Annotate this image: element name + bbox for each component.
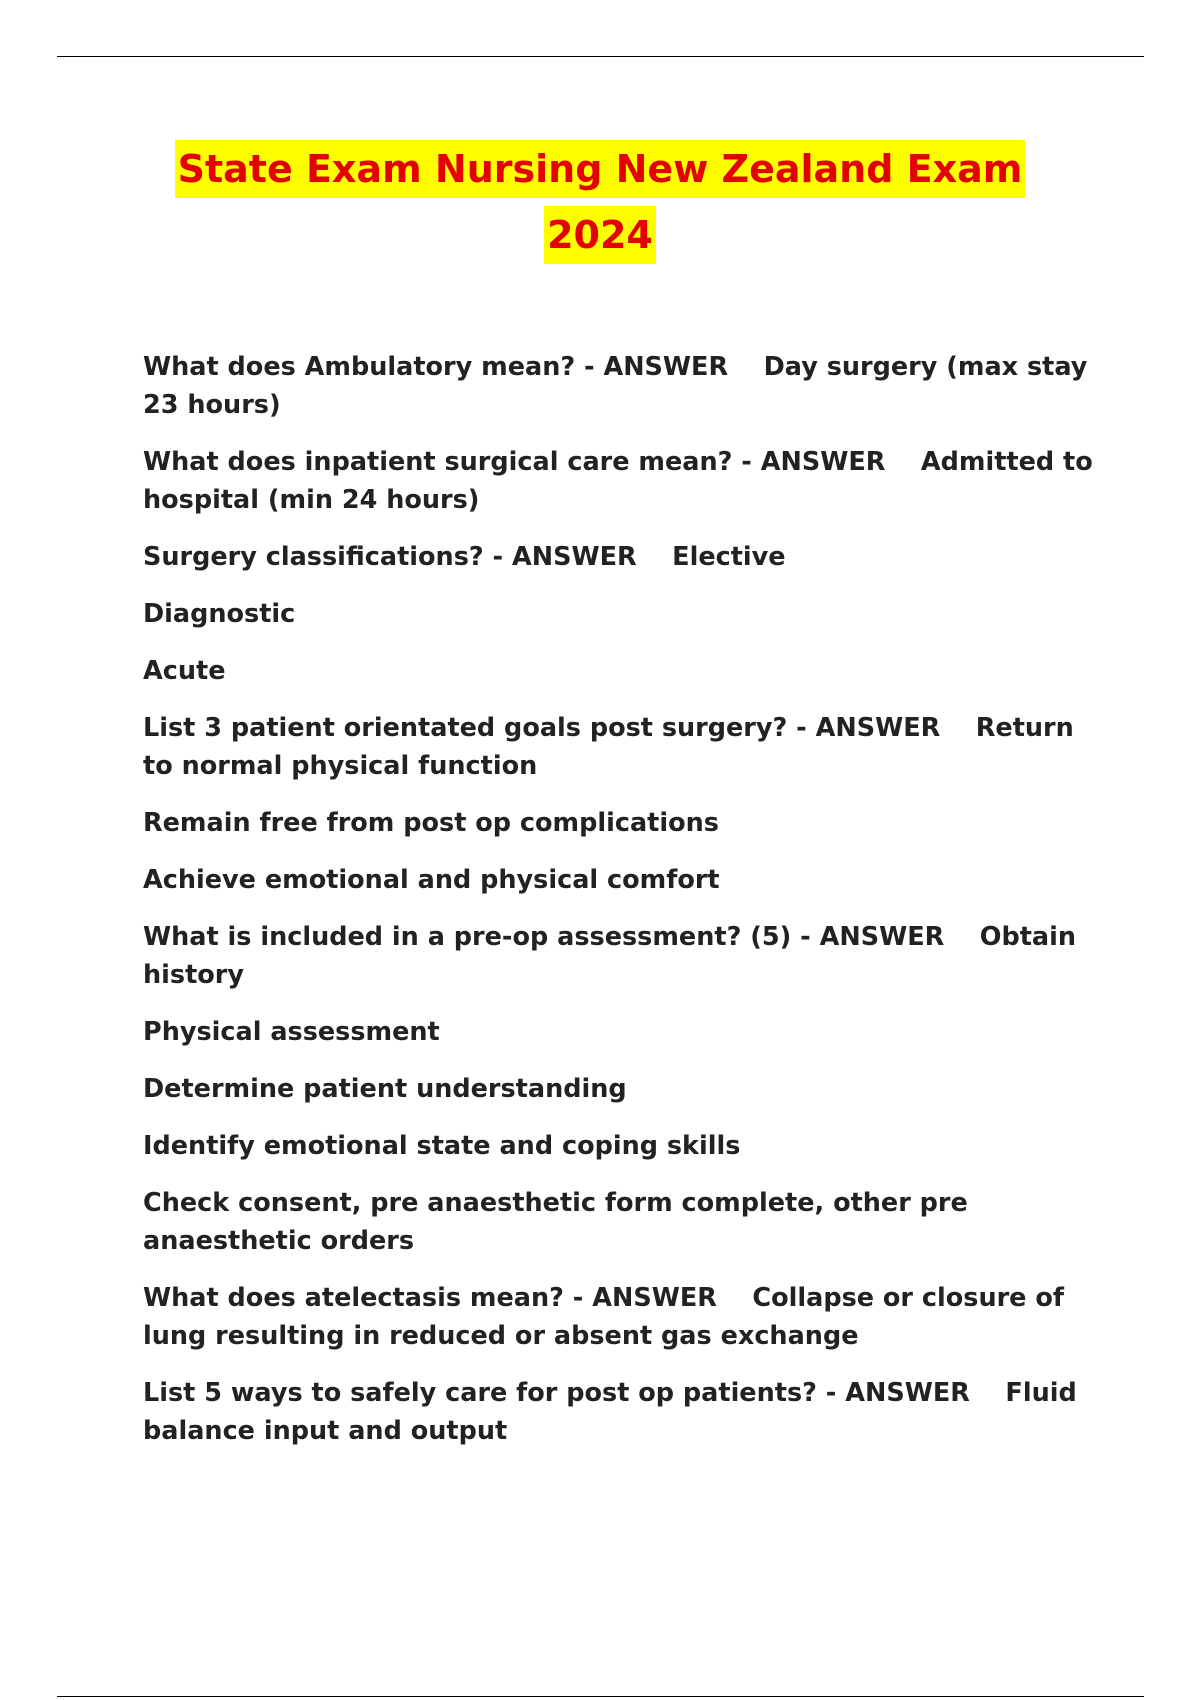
- answer-text: Elective: [672, 542, 786, 572]
- answer-line: [143, 1184, 1103, 1260]
- answer-line: [143, 1070, 1103, 1108]
- answer-text: Day surgery (max stay 23 hours): [143, 352, 1088, 420]
- header-rule: [57, 56, 1144, 57]
- question-text: List 3 patient orientated goals post surgery? - ANSWER: [143, 713, 941, 743]
- question-text: What does inpatient surgical care mean? - ANSWER: [143, 447, 886, 477]
- answer-text: Diagnostic: [143, 599, 296, 629]
- answer-text: Obtain history: [143, 922, 1077, 990]
- footer-rule: [57, 1696, 1144, 1697]
- qa-entry: [143, 1374, 1103, 1450]
- title-line-1: State Exam Nursing New Zealand Exam: [175, 140, 1026, 198]
- question-text: Surgery classifications? - ANSWER: [143, 542, 637, 572]
- answer-line: [143, 1127, 1103, 1165]
- question-text: List 5 ways to safely care for post op patients? - ANSWER: [143, 1378, 970, 1408]
- answer-text: Determine patient understanding: [143, 1074, 627, 1104]
- answer-text: Check consent, pre anaesthetic form complete, other pre anaesthetic orders: [143, 1188, 968, 1256]
- question-text: What does Ambulatory mean? - ANSWER: [143, 352, 729, 382]
- answer-text: Collapse or closure of lung resulting in reduced or absent gas exchange: [143, 1283, 1064, 1351]
- qa-entry: [143, 709, 1103, 785]
- answer-text: Identify emotional state and coping skills: [143, 1131, 741, 1161]
- answer-text: Return to normal physical function: [143, 713, 1074, 781]
- document-title: [0, 140, 1200, 264]
- answer-text: Physical assessment: [143, 1017, 440, 1047]
- answer-text: Admitted to hospital (min 24 hours): [143, 447, 1093, 515]
- answer-line: [143, 1013, 1103, 1051]
- qa-entry: [143, 348, 1103, 424]
- qa-entry: [143, 443, 1103, 519]
- qa-entry: [143, 918, 1103, 994]
- answer-text: Remain free from post op complications: [143, 808, 719, 838]
- question-text: What does atelectasis mean? - ANSWER: [143, 1283, 717, 1313]
- qa-entry: [143, 1279, 1103, 1355]
- qa-entry: [143, 538, 1103, 576]
- answer-line: [143, 804, 1103, 842]
- title-line-2: 2024: [544, 206, 656, 264]
- answer-text: Acute: [143, 656, 226, 686]
- answer-text: Fluid balance input and output: [143, 1378, 1077, 1446]
- qa-list: [143, 348, 1103, 1469]
- answer-line: [143, 595, 1103, 633]
- answer-text: Achieve emotional and physical comfort: [143, 865, 720, 895]
- question-text: What is included in a pre-op assessment? (5) - ANSWER: [143, 922, 945, 952]
- answer-line: [143, 652, 1103, 690]
- answer-line: [143, 861, 1103, 899]
